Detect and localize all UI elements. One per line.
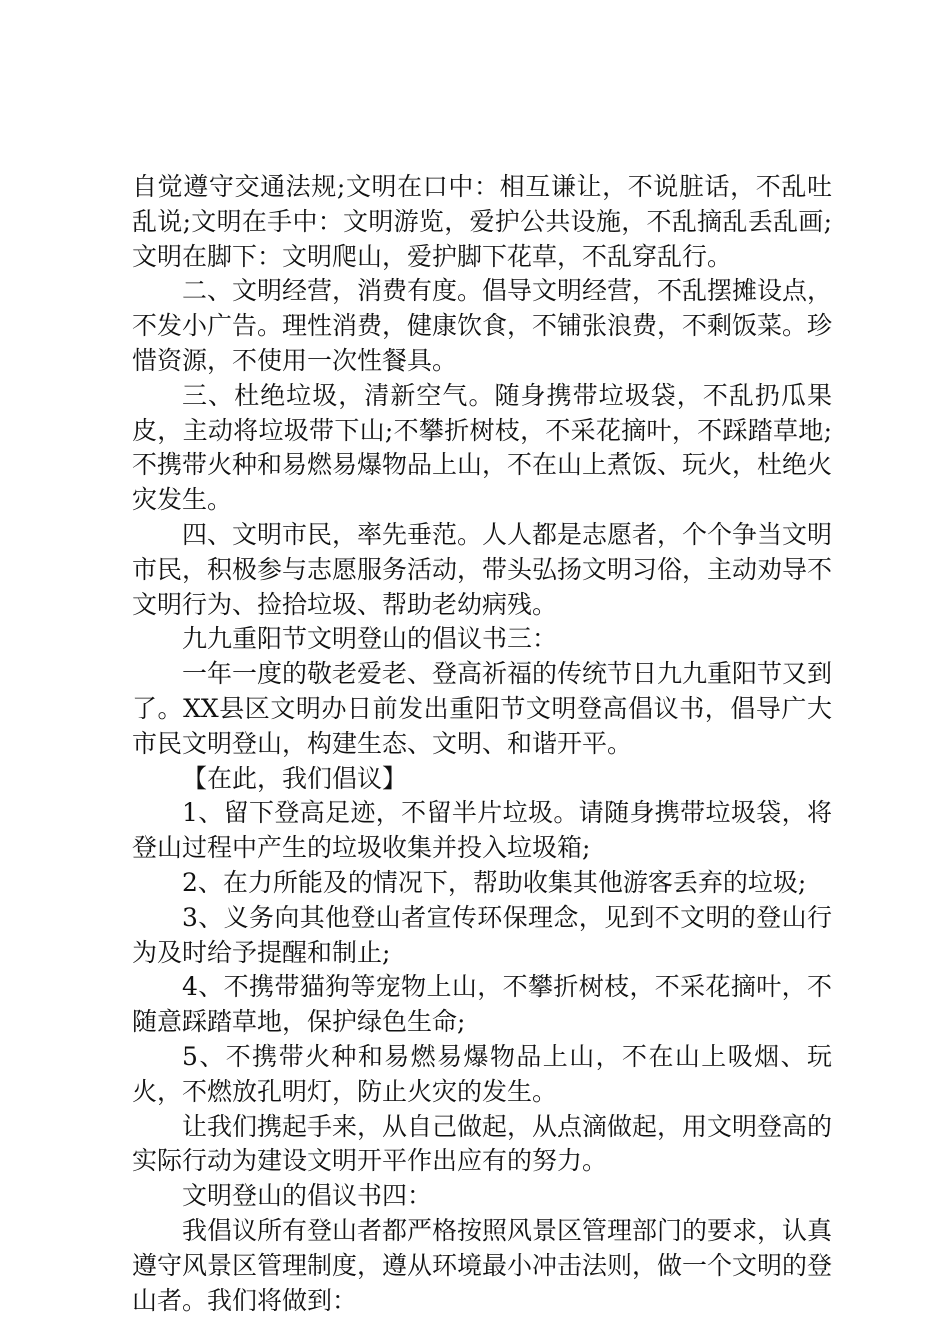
paragraph-intro-proposal-3: 一年一度的敬老爱老、登高祈福的传统节日九九重阳节又到了。XX县区文明办日前发出重阳节文明登高倡议书，倡导广大市民文明登山，构建生态、文明、和谐开平。	[132, 659, 833, 758]
paragraph-intro-proposal-4: 我倡议所有登山者都严格按照风景区管理部门的要求，认真遵守风景区管理制度，遵从环境最小冲击法则，做一个文明的登山者。我们将做到：	[132, 1215, 833, 1315]
paragraph-civility-conduct: 自觉遵守交通法规;文明在口中：相互谦让，不说脏话，不乱吐乱说;文明在手中：文明游览，爱护公共设施，不乱摘乱丢乱画;文明在脚下：文明爬山，爱护脚下花草，不乱穿乱行。	[132, 172, 832, 271]
proposal-point-1: 1、留下登高足迹，不留半片垃圾。请随身携带垃圾袋，将登山过程中产生的垃圾收集并投入垃圾箱;	[132, 798, 832, 863]
paragraph-item-2: 二、文明经营，消费有度。倡导文明经营，不乱摆摊设点，不发小广告。理性消费，健康饮食，不铺张浪费，不剩饭菜。珍惜资源，不使用一次性餐具。	[132, 276, 833, 375]
subheading-we-propose: 【在此，我们倡议】	[182, 763, 408, 793]
paragraph-item-4: 四、文明市民，率先垂范。人人都是志愿者，个个争当文明市民，积极参与志愿服务活动，带头弘扬文明习俗，主动劝导不文明行为、捡拾垃圾、帮助老幼病残。	[132, 519, 833, 619]
proposal-point-3: 3、义务向其他登山者宣传环保理念，见到不文明的登山行为及时给予提醒和制止;	[132, 902, 832, 967]
section-heading-proposal-4: 文明登山的倡议书四：	[182, 1181, 433, 1211]
proposal-point-4: 4、不携带猫狗等宠物上山，不攀折树枝，不采花摘叶，不随意踩踏草地，保护绿色生命;	[132, 972, 832, 1037]
section-heading-proposal-3: 九九重阳节文明登山的倡议书三：	[182, 624, 558, 654]
proposal-point-5: 5、不携带火种和易燃易爆物品上山，不在山上吸烟、玩火，不燃放孔明灯，防止火灾的发生。	[132, 1041, 832, 1106]
paragraph-closing-call: 让我们携起手来，从自己做起，从点滴做起，用文明登高的实际行动为建设文明开平作出应有的努力。	[132, 1111, 833, 1176]
proposal-point-2: 2、在力所能及的情况下，帮助收集其他游客丢弃的垃圾;	[182, 867, 807, 897]
document-body	[132, 170, 832, 1318]
paragraph-item-3: 三、杜绝垃圾，清新空气。随身携带垃圾袋，不乱扔瓜果皮，主动将垃圾带下山;不攀折树枝，不采花摘叶，不踩踏草地;不携带火种和易燃易爆物品上山，不在山上煮饭、玩火，杜绝火灾发生。	[132, 380, 833, 515]
